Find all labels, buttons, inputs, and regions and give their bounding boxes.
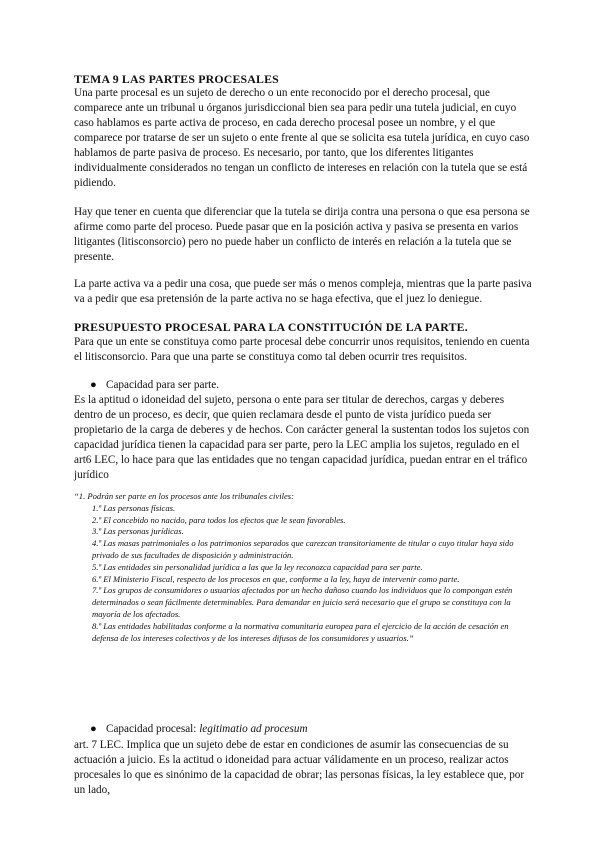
quote-item: 7.º Los grupos de consumidores o usuarios afectados por un hecho dañoso cuando los individuos que lo compongan estén determinados o sean fácilmente determinables. Para demandar en juicio será necesario que el grupo se constituya con la mayoría de los afectados. [92, 585, 513, 619]
paragraph-parte-activa-pasiva: La parte activa va a pedir una cosa, que puede ser más o menos compleja, mientras que la parte pasiva va a pedir que esa pretensión de la parte activa no se haga efectiva, que el juez lo deniegue. [74, 278, 532, 305]
heading-tema-9: TEMA 9 LAS PARTES PROCESALES [74, 72, 279, 86]
paragraph-litisconsorcio: Hay que tener en cuenta que diferenciar que la tutela se dirija contra una persona o que esa persona se afirme como parte del proceso. Puede pasar que en la posición activa y pasiva se presenta en varios litigantes (litisconsorcio) pero no puede haber un conflicto de interés en relación a la tutela que se presente. [74, 206, 530, 263]
heading-presupuesto-procesal: PRESUPUESTO PROCESAL PARA LA CONSTITUCIÓN DE LA PARTE. [74, 320, 468, 334]
quote-item: 1.º Las personas físicas. [92, 502, 176, 513]
paragraph-capacidad-procesal: art. 7 LEC. Implica que un sujeto debe de estar en condiciones de asumir las consecuencias de su actuación a juicio. Es la actitud o idoneidad para actuar válidamente en un proceso, realizar actos procesales lo que es sinónimo de la capacidad de obrar; las personas físicas, la ley establece que, por un lado, [74, 739, 525, 796]
paragraph-definition: Una parte procesal es un sujeto de derecho o un ente reconocido por el derecho procesal, que comparece ante un tribunal u órganos jurisdiccional bien sea para pedir una tutela judicial, en cuyo caso hablamos es parte activa de proceso, en cada derecho procesal posee un nombre, y el que comparece por tratarse de ser un sujeto o ente frente al que se solicita esa tutela jurídica, en cuyo caso hablamos de parte pasiva de proceso. Es necesario, por tanto, que los diferentes litigantes individualmente considerados no tengan un conflicto de intereses en relación con la tutela que se está pidiendo. [74, 87, 530, 189]
quote-item: 6.º El Ministerio Fiscal, respecto de los procesos en que, conforme a la ley, haya de intervenir como parte. [92, 573, 460, 584]
paragraph-capacidad-ser-parte: Es la aptitud o idoneidad del sujeto, persona o ente para ser titular de derechos, cargas y deberes dentro de un proceso, es decir, que quien reclamara desde el punto de vista jurídico pueda ser propietario de la carga de deberes y de hechos. Con carácter general la sustentan todos los sujetos con capacidad jurídica tienen la capacidad para ser parte, pero la LEC amplia los sujetos, regulado en el art6 LEC, lo hace para que las entidades que no tengan capacidad jurídica, puedan entrar en el tráfico jurídico [74, 394, 530, 481]
bullet-italic-term: legitimatio ad procesum [199, 723, 308, 735]
quote-item: 2.º El concebido no nacido, para todos los efectos que le sean favorables. [92, 514, 346, 525]
quote-item: 4.º Las masas patrimoniales o los patrimonios separados que carezcan transitoriamente de titular o cuyo titular haya sido privado de sus facultades de disposición y administración. [92, 538, 514, 560]
quote-item: 8.º Las entidades habilitadas conforme a la normativa comunitaria europea para el ejercicio de la acción de cesación en defensa de los intereses colectivos y de los intereses difusos de los consumidores y usuarios.” [92, 620, 509, 643]
quote-art6-lec [74, 491, 514, 644]
quote-intro: “1. Podrán ser parte en los procesos ante los tribunales civiles: [74, 491, 294, 501]
paragraph-requisitos: Para que un ente se constituya como parte procesal debe concurrir unos requisitos, teniendo en cuenta el litisconsorcio. Para que una parte se constituya como tal deben ocurrir tres requisitos. [74, 336, 530, 363]
bullet-dot: ● [90, 723, 97, 735]
bullet-dot: ● [90, 379, 97, 391]
quote-item: 5.º Las entidades sin personalidad jurídica a las que la ley reconozca capacidad para ser parte. [92, 561, 423, 572]
bullet-label: Capacidad procesal: [106, 723, 200, 735]
bullet-label: Capacidad para ser parte. [106, 379, 220, 391]
bullet-capacidad-procesal [90, 722, 308, 737]
quote-item: 3.º Las personas jurídicas. [92, 526, 184, 537]
bullet-capacidad-ser-parte [90, 378, 219, 393]
